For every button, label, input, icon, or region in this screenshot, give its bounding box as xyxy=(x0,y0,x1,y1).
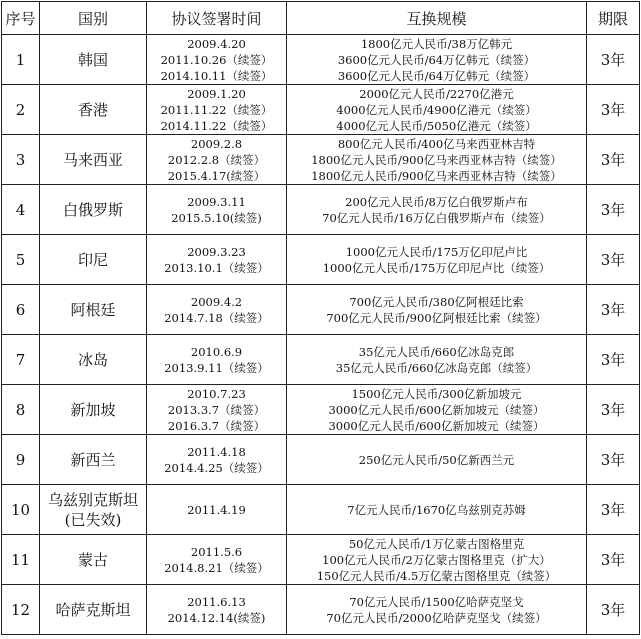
swap-scale-cell xyxy=(287,35,587,85)
swap-scale: 4000亿元人民币/4900亿港元（续签） xyxy=(336,102,537,117)
table-body xyxy=(2,35,640,635)
term-value: 3年 xyxy=(600,251,626,269)
signing-date: 2010.7.23 xyxy=(187,386,246,401)
signing-date: 2009.4.2 xyxy=(190,294,243,309)
term-value: 3年 xyxy=(600,451,626,469)
table-row xyxy=(2,135,640,185)
swap-scale: 100亿元人民币/2万亿蒙古图格里克（扩大） xyxy=(322,552,551,567)
header-term: 期限 xyxy=(587,2,640,35)
row-number: 2 xyxy=(15,100,26,119)
signing-date: 2014.10.11（续签） xyxy=(160,68,273,83)
table-row xyxy=(2,85,640,135)
row-number-cell xyxy=(2,535,40,585)
row-number-cell xyxy=(2,285,40,335)
term-value: 3年 xyxy=(600,601,626,619)
country-name: 蒙古 xyxy=(77,550,108,569)
swap-agreements-table xyxy=(1,1,640,635)
swap-scale-cell xyxy=(287,85,587,135)
signing-date: 2010.6.9 xyxy=(190,344,243,359)
term-cell xyxy=(587,135,640,185)
country-cell xyxy=(40,585,147,635)
country-cell xyxy=(40,285,147,335)
swap-scale-cell xyxy=(287,585,587,635)
row-number: 10 xyxy=(10,500,31,519)
term-cell xyxy=(587,485,640,535)
signing-date: 2011.4.19 xyxy=(187,502,246,517)
row-number-cell xyxy=(2,485,40,535)
term-value: 3年 xyxy=(600,401,626,419)
signing-date: 2013.10.1（续签） xyxy=(164,260,269,275)
table-row xyxy=(2,435,640,485)
table-row xyxy=(2,35,640,85)
row-number-cell xyxy=(2,135,40,185)
swap-scale: 200亿元人民币/8万亿白俄罗斯卢布 xyxy=(345,194,528,209)
swap-scale: 700亿元人民币/380亿阿根廷比索 xyxy=(349,294,524,309)
signing-date: 2009.2.8 xyxy=(190,136,243,151)
row-number: 3 xyxy=(15,150,26,169)
swap-scale: 7亿元人民币/1670亿乌兹别克苏姆 xyxy=(347,502,526,517)
row-number-cell xyxy=(2,185,40,235)
country-cell xyxy=(40,135,147,185)
term-value: 3年 xyxy=(600,151,626,169)
row-number: 7 xyxy=(15,350,26,369)
signing-date: 2012.2.8（续签） xyxy=(167,152,266,167)
term-cell xyxy=(587,35,640,85)
swap-scale: 1000亿元人民币/175万亿印尼卢比 xyxy=(345,244,528,259)
row-number-cell xyxy=(2,585,40,635)
country-cell xyxy=(40,535,147,585)
signing-date: 2013.9.11（续签） xyxy=(164,360,269,375)
header-no: 序号 xyxy=(2,2,40,35)
signing-date: 2015.4.17(续签） xyxy=(167,168,266,183)
swap-scale: 3600亿元人民币/64万亿韩元（续签） xyxy=(337,68,536,83)
term-value: 3年 xyxy=(600,351,626,369)
signing-date-cell xyxy=(147,85,287,135)
country-cell xyxy=(40,85,147,135)
signing-date: 2009.4.20 xyxy=(187,36,246,51)
swap-scale-cell xyxy=(287,435,587,485)
table-row xyxy=(2,185,640,235)
swap-scale: 1800亿元人民币/38万亿韩元 xyxy=(360,36,513,51)
swap-scale: 70亿元人民币/2000亿哈萨克坚戈（续签） xyxy=(326,610,547,625)
swap-scale: 800亿元人民币/400亿马来西亚林吉特 xyxy=(337,136,536,151)
row-number-cell xyxy=(2,85,40,135)
table-row xyxy=(2,585,640,635)
signing-date-cell xyxy=(147,35,287,85)
swap-scale: 150亿元人民币/4.5万亿蒙古图格里克（续签） xyxy=(316,568,557,583)
term-value: 3年 xyxy=(600,301,626,319)
term-value: 3年 xyxy=(600,501,626,519)
country-cell xyxy=(40,335,147,385)
term-value: 3年 xyxy=(600,551,626,569)
country-name: 白俄罗斯 xyxy=(62,200,123,219)
signing-date-cell xyxy=(147,485,287,535)
country-name: 哈萨克斯坦 xyxy=(55,600,131,619)
table-row xyxy=(2,485,640,535)
signing-date-cell xyxy=(147,385,287,435)
row-number-cell xyxy=(2,35,40,85)
swap-scale: 70亿元人民币/16万亿白俄罗斯卢布（续签） xyxy=(322,210,551,225)
swap-scale-cell xyxy=(287,335,587,385)
swap-scale-cell xyxy=(287,235,587,285)
term-cell xyxy=(587,185,640,235)
signing-date: 2011.6.13 xyxy=(187,594,246,609)
row-number: 9 xyxy=(15,450,26,469)
swap-scale: 1800亿元人民币/900亿马来西亚林吉特（续签） xyxy=(311,152,562,167)
country-name: 韩国 xyxy=(77,50,108,69)
term-cell xyxy=(587,385,640,435)
header-country: 国别 xyxy=(40,2,147,35)
row-number: 4 xyxy=(15,200,26,219)
swap-scale: 50亿元人民币/1万亿蒙古图格里克 xyxy=(348,536,525,551)
signing-date: 2009.1.20 xyxy=(187,86,246,101)
swap-scale: 35亿元人民币/660亿冰岛克郎 xyxy=(358,344,515,359)
country-name: 马来西亚 xyxy=(62,150,123,169)
country-name: 冰岛 xyxy=(77,350,108,369)
signing-date: 2011.5.6 xyxy=(190,544,243,559)
term-value: 3年 xyxy=(600,51,626,69)
row-number-cell xyxy=(2,385,40,435)
swap-scale: 3600亿元人民币/64万亿韩元（续签） xyxy=(337,52,536,67)
country-cell xyxy=(40,35,147,85)
term-cell xyxy=(587,285,640,335)
swap-scale: 1000亿元人民币/175万亿印尼卢比（续签） xyxy=(322,260,551,275)
table-row xyxy=(2,285,640,335)
row-number-cell xyxy=(2,235,40,285)
term-value: 3年 xyxy=(600,101,626,119)
header-row xyxy=(2,2,640,35)
signing-date: 2016.3.7（续签） xyxy=(167,418,266,433)
signing-date: 2014.7.18（续签） xyxy=(164,310,269,325)
row-number: 5 xyxy=(15,250,26,269)
signing-date-cell xyxy=(147,135,287,185)
swap-scale-cell xyxy=(287,185,587,235)
signing-date: 2014.11.22（续签） xyxy=(160,118,273,133)
row-number: 1 xyxy=(15,50,26,69)
country-cell xyxy=(40,485,147,535)
term-cell xyxy=(587,585,640,635)
term-cell xyxy=(587,335,640,385)
row-number: 11 xyxy=(10,550,31,569)
swap-scale: 700亿元人民币/900亿阿根廷比索（续签） xyxy=(326,310,547,325)
row-number: 6 xyxy=(15,300,26,319)
swap-scale: 2000亿元人民币/2270亿港元 xyxy=(359,86,514,101)
signing-date-cell xyxy=(147,335,287,385)
swap-scale: 70亿元人民币/1500亿哈萨克坚戈 xyxy=(349,594,524,609)
signing-date: 2013.3.7（续签） xyxy=(167,402,266,417)
table-row xyxy=(2,385,640,435)
header-signing-date: 协议签署时间 xyxy=(147,2,287,35)
country-cell xyxy=(40,235,147,285)
swap-scale-cell xyxy=(287,385,587,435)
table-row xyxy=(2,535,640,585)
header-swap-scale: 互换规模 xyxy=(287,2,587,35)
signing-date: 2014.4.25（续签） xyxy=(164,460,269,475)
table-row xyxy=(2,335,640,385)
term-cell xyxy=(587,85,640,135)
country-name: 新西兰 xyxy=(70,450,116,469)
signing-date-cell xyxy=(147,235,287,285)
row-number: 8 xyxy=(15,400,26,419)
signing-date-cell xyxy=(147,185,287,235)
signing-date: 2014.8.21（续签） xyxy=(164,560,269,575)
table-row xyxy=(2,235,640,285)
term-value: 3年 xyxy=(600,201,626,219)
swap-scale: 4000亿元人民币/5050亿港元（续签） xyxy=(336,118,537,133)
signing-date: 2011.11.22（续签） xyxy=(160,102,273,117)
row-number: 12 xyxy=(10,600,31,619)
swap-scale: 250亿元人民币/50亿新西兰元 xyxy=(358,452,515,467)
country-name: 印尼 xyxy=(77,250,108,269)
swap-scale: 3000亿元人民币/600亿新加坡元（续签） xyxy=(328,402,545,417)
swap-scale-cell xyxy=(287,135,587,185)
signing-date: 2015.5.10(续签) xyxy=(171,210,262,225)
swap-scale: 35亿元人民币/660亿冰岛克郎（续签） xyxy=(335,360,538,375)
swap-scale-cell xyxy=(287,535,587,585)
signing-date: 2014.12.14(续签) xyxy=(167,610,266,625)
signing-date: 2011.4.18 xyxy=(187,444,246,459)
signing-date-cell xyxy=(147,285,287,335)
country-name: 乌兹别克斯坦 xyxy=(47,490,138,509)
country-cell xyxy=(40,385,147,435)
country-name: 阿根廷 xyxy=(70,300,116,319)
country-cell xyxy=(40,185,147,235)
signing-date-cell xyxy=(147,585,287,635)
signing-date: 2009.3.23 xyxy=(187,244,246,259)
signing-date: 2011.10.26（续签） xyxy=(160,52,273,67)
signing-date-cell xyxy=(147,535,287,585)
row-number-cell xyxy=(2,335,40,385)
swap-scale-cell xyxy=(287,485,587,535)
row-number-cell xyxy=(2,435,40,485)
country-name: 香港 xyxy=(77,100,108,119)
signing-date-cell xyxy=(147,435,287,485)
term-cell xyxy=(587,235,640,285)
swap-scale: 1800亿元人民币/900亿马来西亚林吉特（续签） xyxy=(311,168,562,183)
term-cell xyxy=(587,435,640,485)
term-cell xyxy=(587,535,640,585)
signing-date: 2009.3.11 xyxy=(187,194,246,209)
country-cell xyxy=(40,435,147,485)
country-name: (已失效) xyxy=(64,510,122,529)
swap-scale: 1500亿元人民币/300亿新加坡元 xyxy=(351,386,522,401)
swap-scale: 3000亿元人民币/600亿新加坡元（续签） xyxy=(328,418,545,433)
country-name: 新加坡 xyxy=(70,400,116,419)
swap-scale-cell xyxy=(287,285,587,335)
